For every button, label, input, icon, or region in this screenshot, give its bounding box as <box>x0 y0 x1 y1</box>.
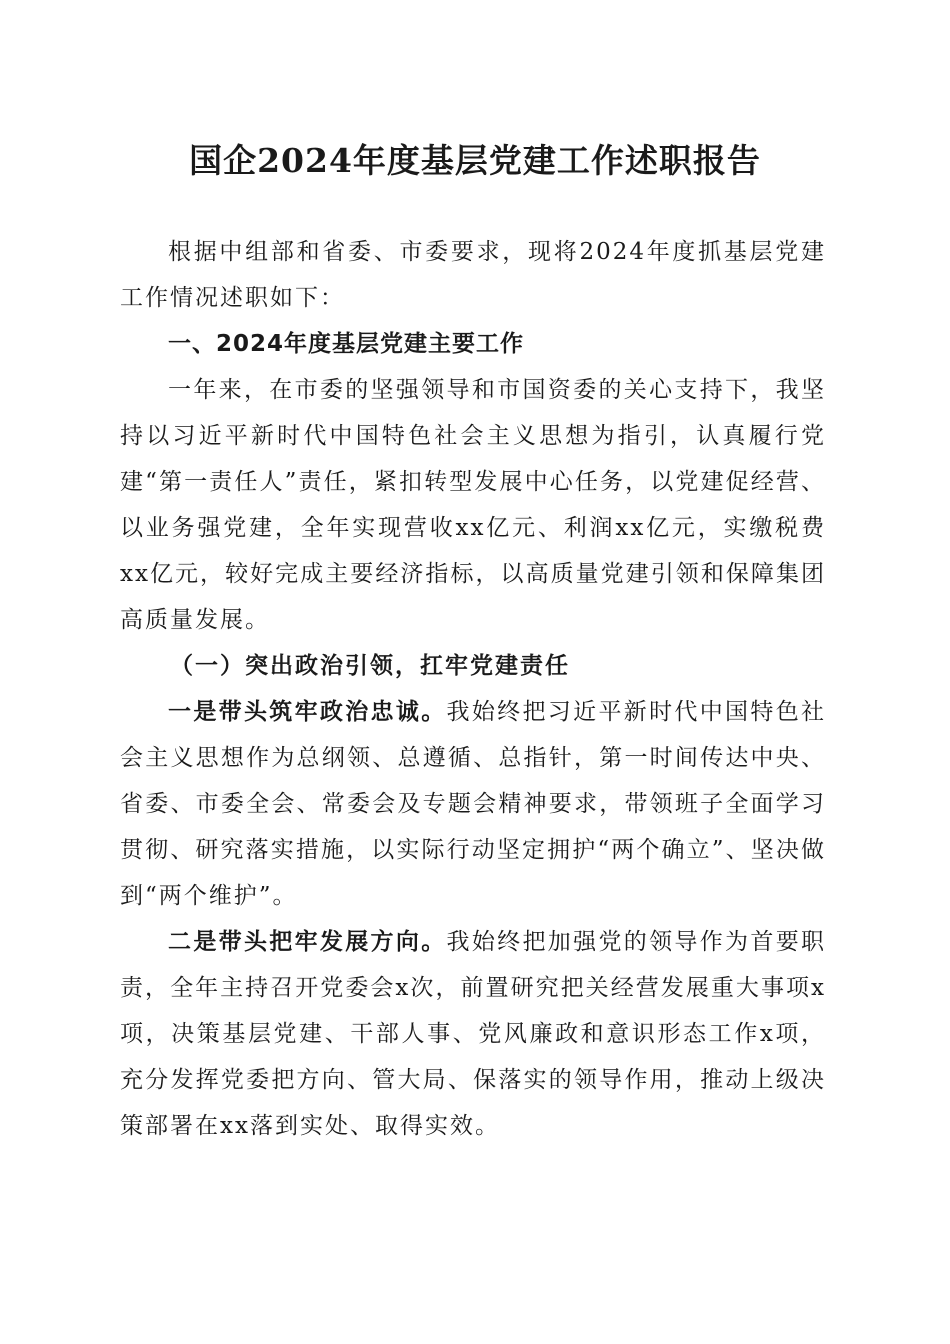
subsection-heading-1: （一）突出政治引领，扛牢党建责任 <box>170 652 570 679</box>
item-1-paragraph <box>120 689 826 919</box>
document-title: 国企2024年度基层党建工作述职报告 <box>189 141 761 180</box>
document-body <box>120 229 826 1149</box>
item-1-lead: 一是带头筑牢政治忠诚。 <box>168 698 447 725</box>
item-2-lead: 二是带头把牢发展方向。 <box>168 928 447 955</box>
section-1-paragraph: 一年来，在市委的坚强领导和市国资委的关心支持下，我坚持以习近平新时代中国特色社会主义思想为指引，认真履行党建“第一责任人”责任，紧扣转型发展中心任务，以党建促经营、以业务强党建，全年实现营收xx亿元、利润xx亿元，实缴税费xx亿元，较好完成主要经济指标，以高质量党建引领和保障集团高质量发展。 <box>120 377 826 633</box>
section-heading-1: 一、2024年度基层党建主要工作 <box>168 331 525 357</box>
item-2-paragraph <box>120 919 826 1149</box>
item-2-text: 我始终把加强党的领导作为首要职责，全年主持召开党委会x次，前置研究把关经营发展重大事项x项，决策基层党建、干部人事、党风廉政和意识形态工作x项，充分发挥党委把方向、管大局、保落实的领导作用，推动上级决策部署在xx落到实处、取得实效。 <box>120 929 827 1139</box>
intro-paragraph: 根据中组部和省委、市委要求，现将2024年度抓基层党建工作情况述职如下： <box>120 239 826 311</box>
item-1-text: 我始终把习近平新时代中国特色社会主义思想作为总纲领、总遵循、总指针，第一时间传达中央、省委、市委全会、常委会及专题会精神要求，带领班子全面学习贯彻、研究落实措施，以实际行动坚定拥护“两个确立”、坚决做到“两个维护”。 <box>120 699 827 909</box>
